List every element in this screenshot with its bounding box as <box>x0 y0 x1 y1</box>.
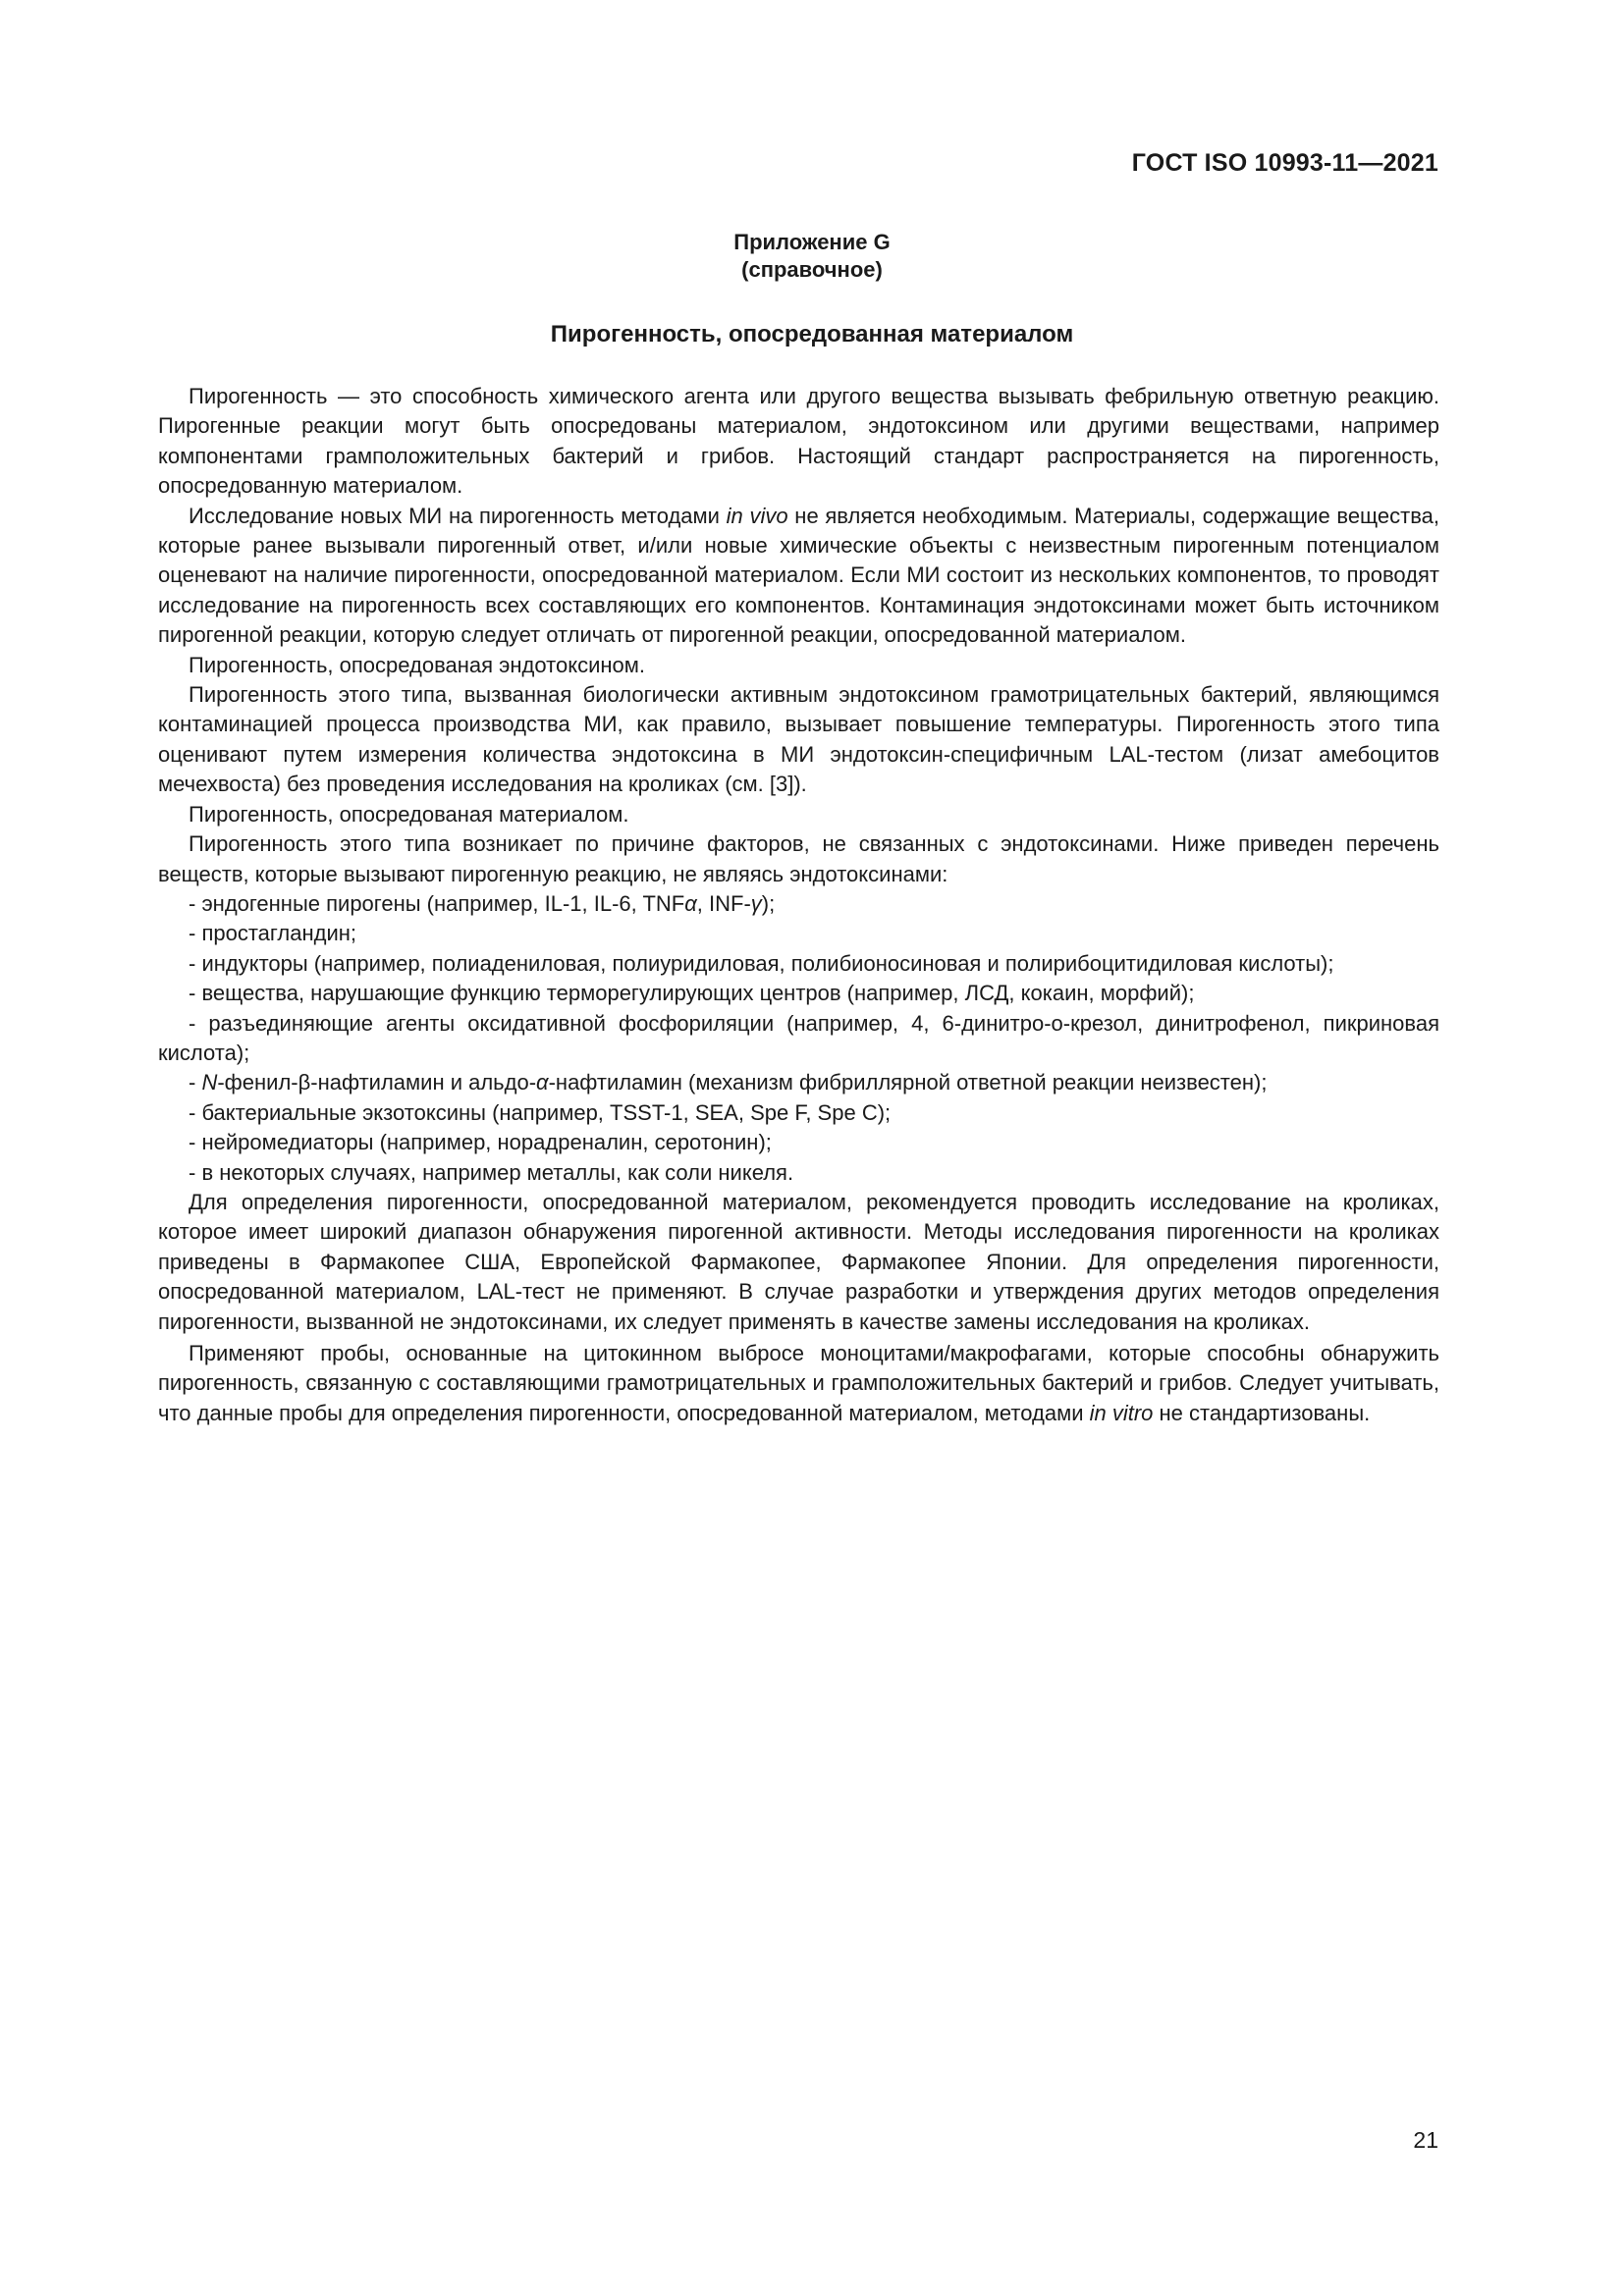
section-title: Пирогенность, опосредованная материалом <box>550 321 1074 347</box>
paragraph: Пирогенность этого типа, вызванная биологически активным эндотоксином грамотрицательных бактерий, являющимся контаминацией процесса производства МИ, как правило, вызывает повышение температуры. Пирогенность этого типа оценивают путем измерения количества эндотоксина в МИ эндотоксин-специфичным LAL-тестом (лизат амебоцитов мечехвоста) без проведения исследования на кроликах (см. [3]). <box>158 682 1439 797</box>
paragraph: Пирогенность, опосредованая материалом. <box>189 801 629 827</box>
list-item: - индукторы (например, полиадениловая, полиуридиловая, полибионосиновая и полирибоцитидиловая кислоты); <box>189 950 1334 976</box>
list-item: - эндогенные пирогены (например, IL-1, IL-6, TNFα, INF-γ); <box>189 890 776 916</box>
appendix-heading <box>0 229 1624 284</box>
list-item: - простагландин; <box>189 921 357 946</box>
list-item: - нейромедиаторы (например, норадреналин, серотонин); <box>189 1130 772 1155</box>
list-item: - N-фенил-β-нафтиламин и альдо-α-нафтиламин (механизм фибриллярной ответной реакции неизвестен); <box>189 1070 1268 1095</box>
list-item: - бактериальные экзотоксины (например, TSST-1, SEA, Spe F, Spe C); <box>189 1099 892 1125</box>
list-item: - вещества, нарушающие функцию терморегулирующих центров (например, ЛСД, кокаин, морфий); <box>189 981 1195 1006</box>
appendix-type: (справочное) <box>741 257 883 282</box>
paragraph: Пирогенность — это способность химического агента или другого вещества вызывать фебрильную ответную реакцию. Пирогенные реакции могут быть опосредованы материалом, эндотоксином или другими веществами, например компонентами грамположительных бактерий и грибов. Настоящий стандарт распространяется на пирогенность, опосредованную материалом. <box>158 384 1439 499</box>
paragraph: Исследование новых МИ на пирогенность методами in vivo не является необходимым. Материалы, содержащие вещества, которые ранее вызывали пирогенный ответ, и/или новые химические объекты с неизвестным пирогенным потенциалом оценевают на наличие пирогенности, опосредованной материалом. Если МИ состоит из нескольких компонентов, то проводят исследование на пирогенность всех составляющих его компонентов. Контаминация эндотоксинами может быть источником пирогенной реакции, которую следует отличать от пирогенной реакции, опосредованной материалом. <box>158 503 1440 648</box>
paragraph: Пирогенность этого типа возникает по причине факторов, не связанных с эндотоксинами. Ниже приведен перечень веществ, которые вызывают пирогенную реакцию, не являясь эндотоксинами: <box>158 831 1439 886</box>
paragraph: Для определения пирогенности, опосредованной материалом, рекомендуется проводить исследование на кроликах, которое имеет широкий диапазон обнаружения пирогенной активности. Методы исследования пирогенности на кроликах приведены в Фармакопее США, Европейской Фармакопее, Фармакопее Японии. Для определения пирогенности, опосредованной материалом, LAL-тест не применяют. В случае разработки и утверждения других методов определения пирогенности, вызванной не эндотоксинами, их следует применять в качестве замены исследования на кроликах. <box>158 1189 1439 1334</box>
list-item: - разъединяющие агенты оксидативной фосфориляции (например, 4, 6-динитро-о-крезол, динитрофенол, пикриновая кислота); <box>158 1010 1439 1065</box>
document-code: ГОСТ ISO 10993-11—2021 <box>1131 149 1438 177</box>
page-number: 21 <box>1413 2127 1438 2153</box>
paragraph: Пирогенность, опосредованая эндотоксином. <box>189 652 645 677</box>
body-text <box>158 382 1439 1428</box>
list-item: - в некоторых случаях, например металлы, как соли никеля. <box>189 1159 794 1185</box>
paragraph: Применяют пробы, основанные на цитокинном выбросе моноцитами/макрофагами, которые способны обнаружить пирогенность, связанную с составляющими грамотрицательных и грамположительных бактерий и грибов. Следует учитывать, что данные пробы для определения пирогенности, опосредованной материалом, методами in vitro не стандартизованы. <box>158 1341 1439 1425</box>
appendix-label: Приложение G <box>733 230 891 254</box>
